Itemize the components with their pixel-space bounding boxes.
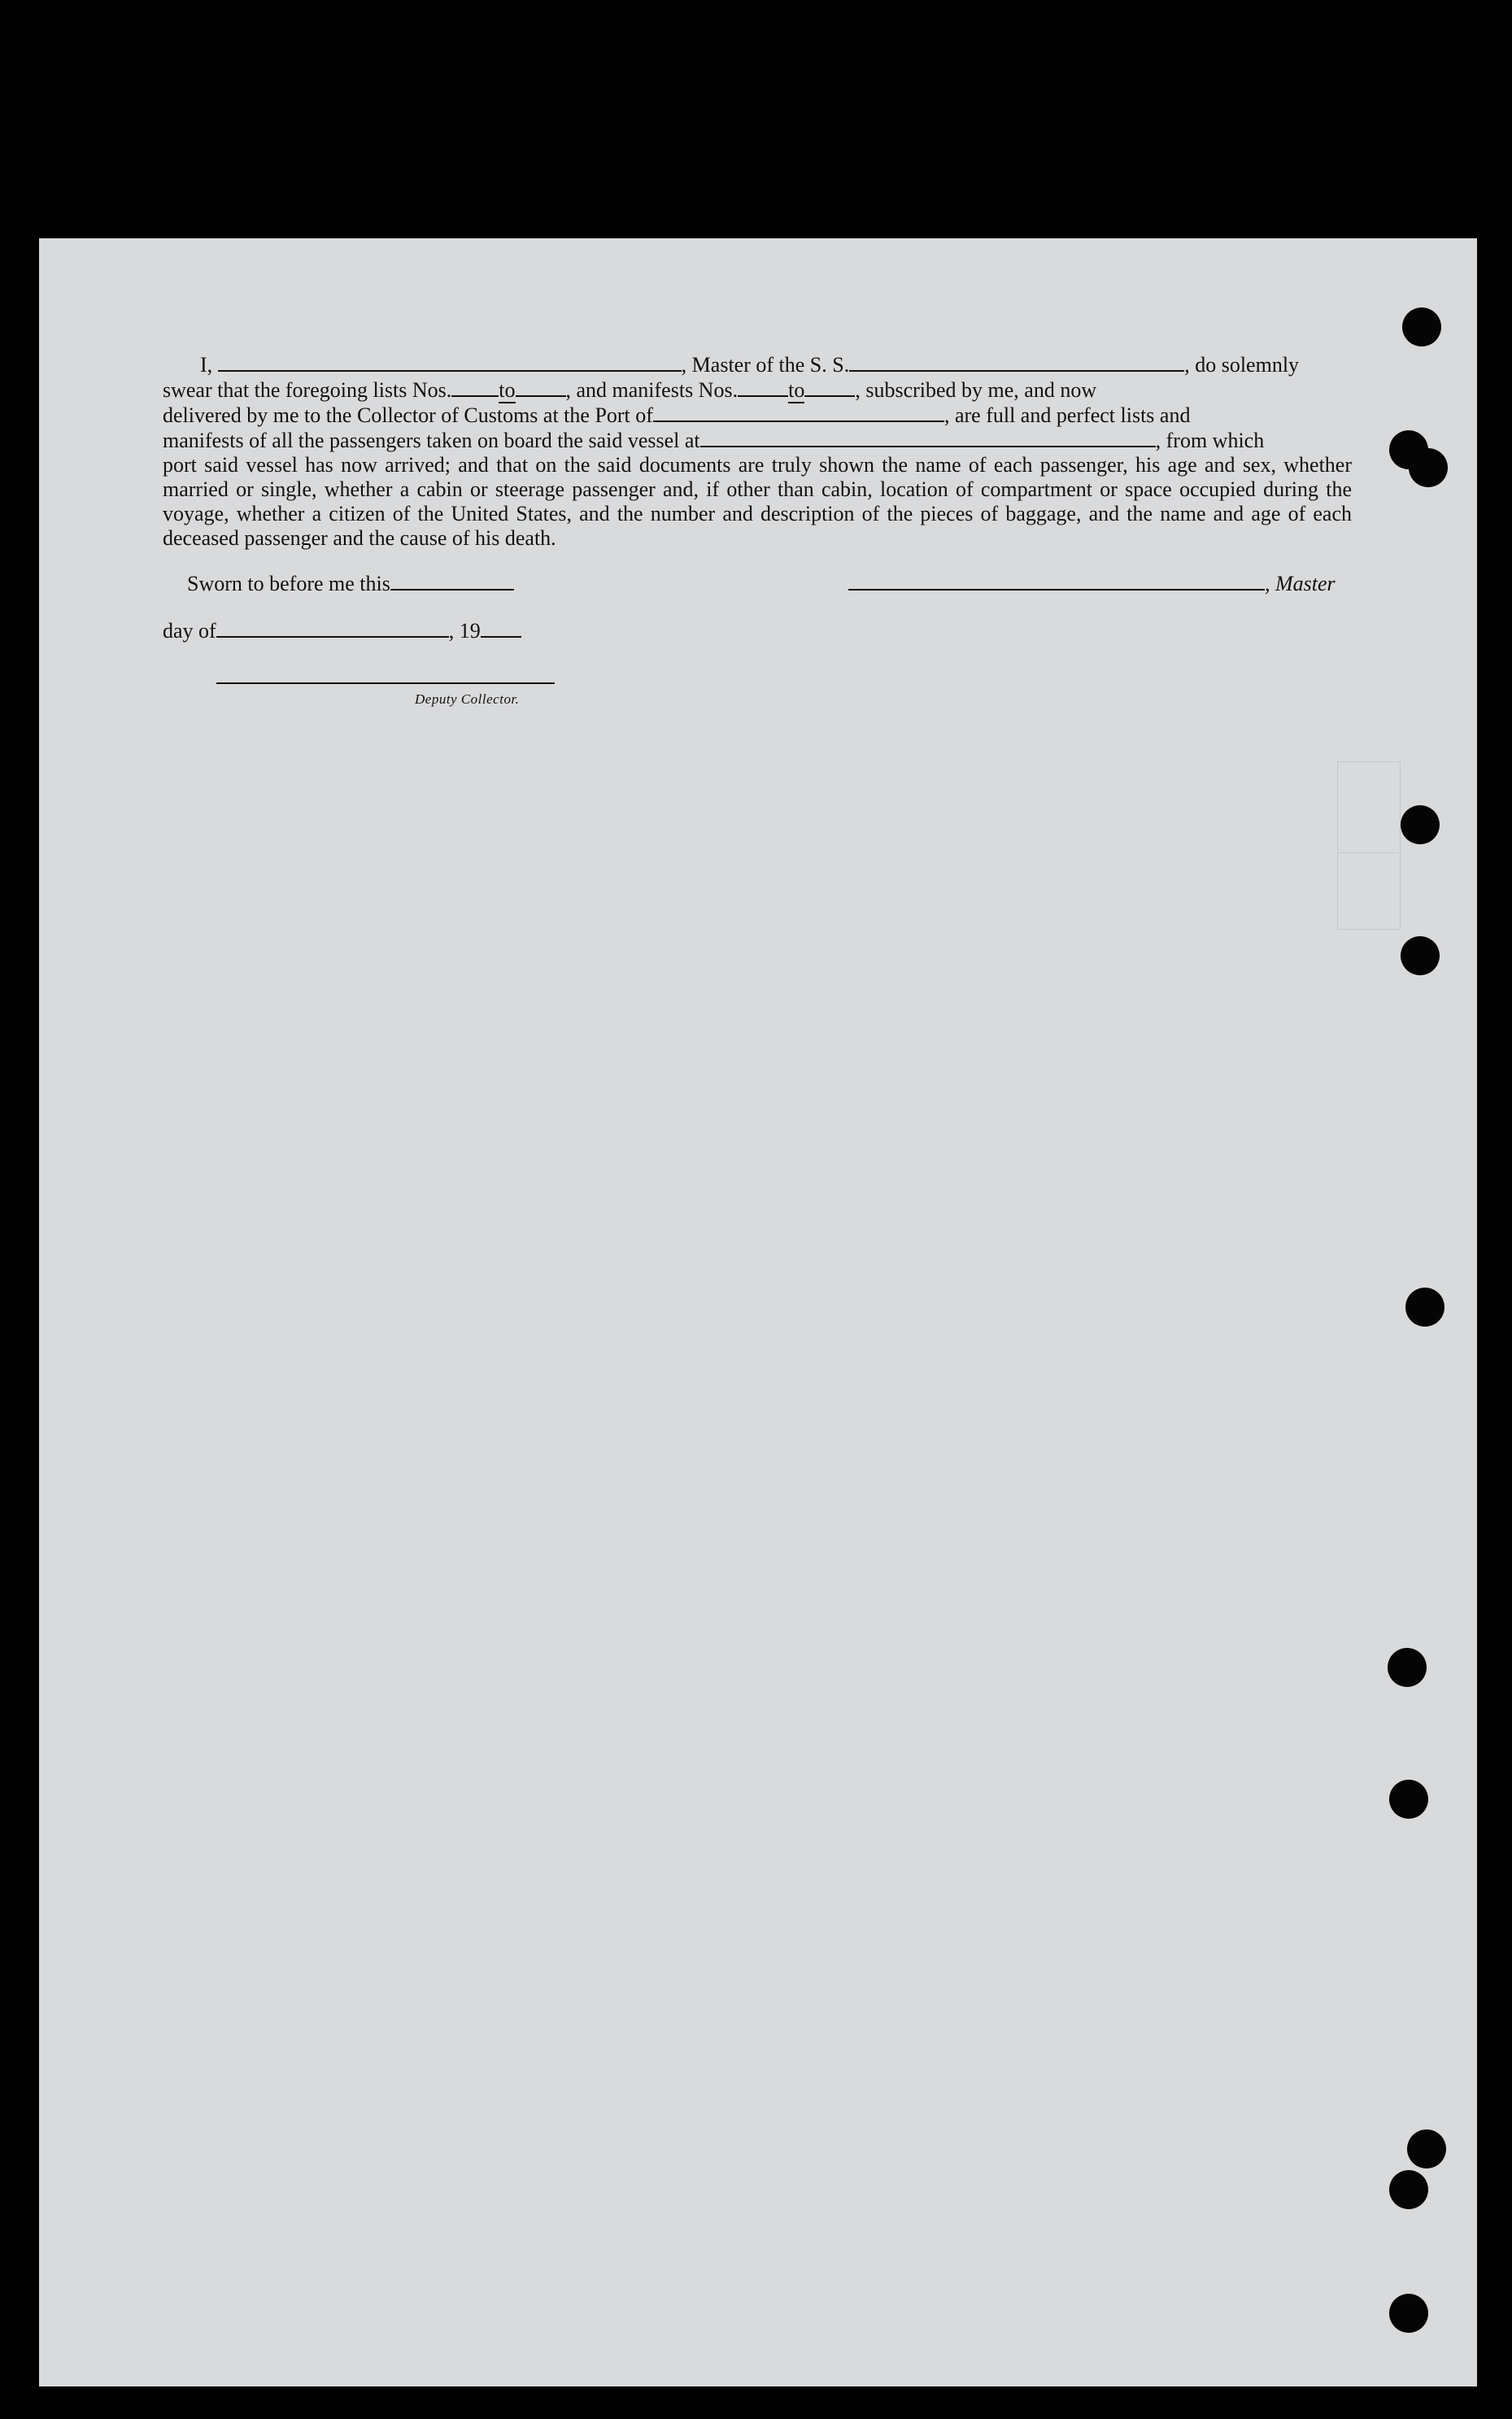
ship-name-blank bbox=[849, 352, 1184, 372]
day-of-line bbox=[163, 618, 521, 643]
punch-hole bbox=[1401, 936, 1440, 975]
full-perfect-text: , are full and perfect lists and bbox=[943, 403, 1191, 427]
sworn-date-blank bbox=[390, 571, 514, 591]
master-name-blank bbox=[218, 352, 682, 372]
punch-hole bbox=[1407, 2129, 1446, 2168]
punch-hole bbox=[1389, 2294, 1428, 2333]
faint-stamp-box bbox=[1337, 761, 1401, 930]
month-blank bbox=[216, 618, 449, 638]
document-page bbox=[39, 238, 1477, 2386]
faint-stamp-divider bbox=[1337, 852, 1399, 853]
master-of-ss-text: , Master of the S. S. bbox=[681, 353, 850, 377]
oath-paragraph bbox=[163, 352, 1352, 551]
oath-line-4 bbox=[163, 428, 1352, 453]
master-signature-blank bbox=[848, 571, 1265, 591]
do-solemnly-text: , do solemnly bbox=[1184, 353, 1300, 377]
master-label: , Master bbox=[1265, 572, 1336, 595]
deputy-collector-label: Deputy Collector. bbox=[415, 691, 520, 707]
delivered-text: delivered by me to the Collector of Customs at the Port of bbox=[163, 403, 653, 427]
punch-hole bbox=[1388, 1648, 1427, 1687]
sworn-line bbox=[187, 571, 514, 596]
deputy-signature-rule bbox=[216, 682, 555, 684]
oath-line-3 bbox=[163, 403, 1352, 428]
punch-hole bbox=[1409, 448, 1448, 487]
departure-port-blank bbox=[700, 428, 1156, 447]
punch-hole bbox=[1401, 805, 1440, 844]
swear-lists-text: swear that the foregoing lists Nos. bbox=[163, 378, 452, 402]
year-prefix-text: , 19 bbox=[448, 619, 481, 643]
list-no-from-blank bbox=[451, 377, 499, 397]
punch-hole bbox=[1389, 1780, 1428, 1819]
oath-line-1 bbox=[163, 352, 1352, 377]
subscribed-text: , subscribed by me, and now bbox=[855, 378, 1097, 402]
punch-hole bbox=[1405, 1288, 1444, 1327]
day-of-text: day of bbox=[163, 619, 216, 643]
from-which-text: , from which bbox=[1155, 429, 1265, 452]
manifest-no-from-blank bbox=[738, 377, 788, 397]
to-text-2: to bbox=[788, 378, 805, 402]
port-blank bbox=[653, 403, 944, 422]
list-no-to-blank bbox=[516, 377, 566, 397]
oath-line-2 bbox=[163, 377, 1352, 403]
year-blank bbox=[481, 618, 521, 638]
and-manifests-text: , and manifests Nos. bbox=[565, 378, 739, 402]
manifest-no-to-blank bbox=[804, 377, 855, 397]
punch-hole bbox=[1402, 307, 1441, 347]
to-text-1: to bbox=[499, 378, 516, 402]
sworn-text: Sworn to before me this bbox=[187, 572, 390, 595]
master-signature-line bbox=[848, 571, 1336, 596]
oath-intro: I, bbox=[200, 353, 213, 377]
punch-hole bbox=[1389, 2170, 1428, 2209]
manifests-all-text: manifests of all the passengers taken on board the said vessel at bbox=[163, 429, 700, 452]
oath-rest-text: port said vessel has now arrived; and that on the said documents are truly shown the name of each passenger, his age and sex, whether married or single, whether a cabin or steerage passenger and, if other than cabin, location of compartment or space occupied during the voyage, whether a citizen of the United States, and the number and description of the pieces of baggage, and the name and age of each deceased passenger and the cause of his death. bbox=[163, 453, 1352, 550]
